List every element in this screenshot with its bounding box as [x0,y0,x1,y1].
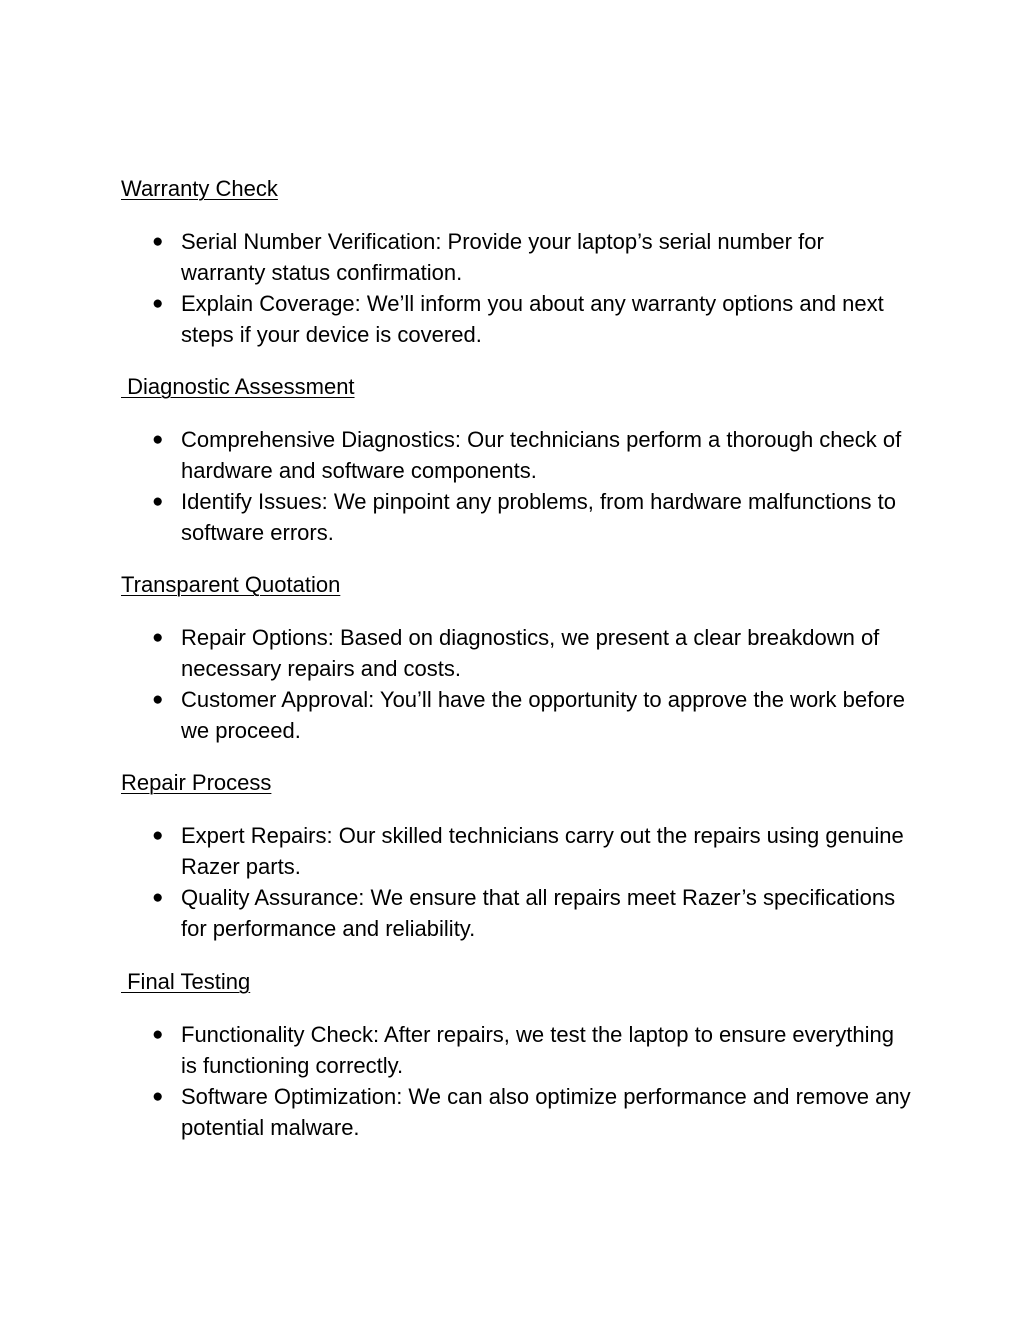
bullet-icon: ● [152,231,164,252]
bullet-icon: ● [152,689,164,710]
section-heading: Warranty Check [121,176,278,201]
bullet-icon: ● [152,429,164,450]
list-item [121,820,911,882]
bullet-icon: ● [152,1086,164,1107]
list-item-text: Customer Approval: You’ll have the opportunity to approve the work before we proceed. [181,687,906,743]
section-final-testing [121,968,911,1143]
list-item-text: Serial Number Verification: Provide your laptop’s serial number for warranty status confirmation. [181,229,824,285]
list-item [121,486,911,548]
section-repair-process [121,769,911,944]
list-item-text: Quality Assurance: We ensure that all repairs meet Razer’s specifications for performance and reliability. [181,885,896,941]
bullet-icon: ● [152,887,164,908]
section-heading: Final Testing [121,969,251,994]
bullet-list [121,622,911,746]
list-item-text: Identify Issues: We pinpoint any problems, from hardware malfunctions to software errors. [181,489,896,545]
list-item-text: Expert Repairs: Our skilled technicians carry out the repairs using genuine Razer parts. [181,823,904,879]
bullet-icon: ● [152,1024,164,1045]
bullet-icon: ● [152,825,164,846]
list-item [121,622,911,684]
list-item-text: Software Optimization: We can also optimize performance and remove any potential malware. [181,1084,911,1140]
bullet-icon: ● [152,627,164,648]
list-item [121,226,911,288]
bullet-list [121,1019,911,1143]
section-diagnostic-assessment [121,373,911,548]
list-item [121,1081,911,1143]
list-item [121,882,911,944]
list-item [121,684,911,746]
bullet-icon: ● [152,491,164,512]
bullet-list [121,226,911,350]
bullet-list [121,820,911,944]
list-item-text: Functionality Check: After repairs, we test the laptop to ensure everything is functioning correctly. [181,1022,894,1078]
bullet-list [121,424,911,548]
section-heading: Diagnostic Assessment [121,374,355,399]
section-heading: Transparent Quotation [121,572,341,597]
bullet-icon: ● [152,293,164,314]
list-item-text: Explain Coverage: We’ll inform you about any warranty options and next steps if your device is covered. [181,291,884,347]
list-item-text: Repair Options: Based on diagnostics, we present a clear breakdown of necessary repairs and costs. [181,625,880,681]
section-transparent-quotation [121,571,911,746]
section-warranty-check [121,175,911,350]
list-item-text: Comprehensive Diagnostics: Our technicians perform a thorough check of hardware and software components. [181,427,902,483]
section-heading: Repair Process [121,770,272,795]
list-item [121,424,911,486]
list-item [121,288,911,350]
list-item [121,1019,911,1081]
